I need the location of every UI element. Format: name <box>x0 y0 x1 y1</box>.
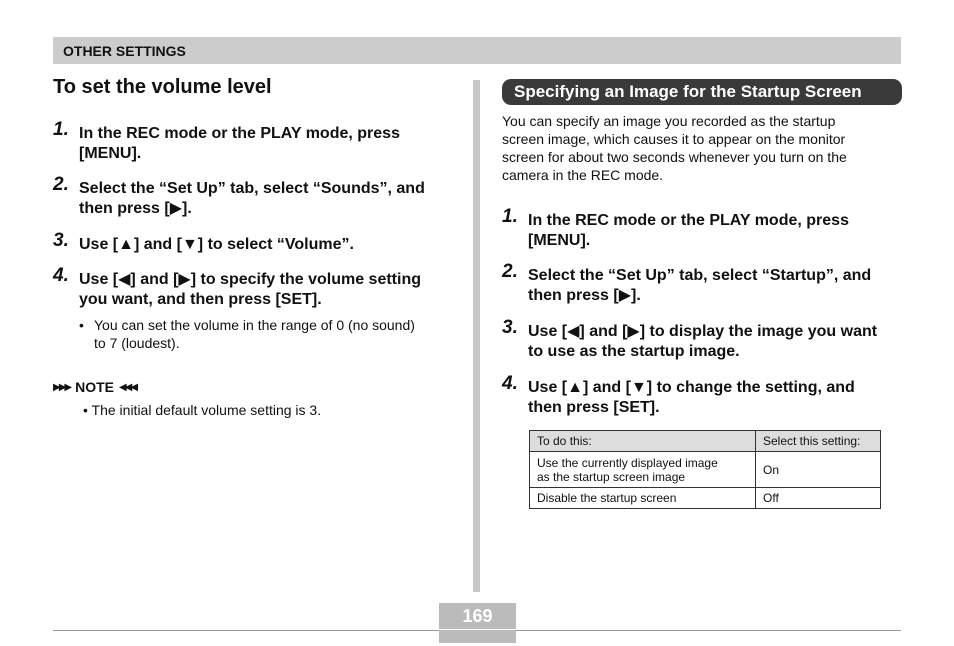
step-number: 4. <box>53 265 69 286</box>
startup-settings-table <box>529 430 881 509</box>
volume-section-title: To set the volume level <box>53 76 272 98</box>
section-header-bar <box>53 37 901 64</box>
left-step-2 <box>53 174 453 219</box>
right-step-1 <box>502 206 902 251</box>
startup-intro <box>502 112 892 184</box>
bullet-text-line: You can set the volume in the range of 0 (no sound) <box>94 317 415 333</box>
table-header-row <box>530 431 881 452</box>
page-number-box <box>439 603 516 643</box>
cell-line: Disable the startup screen <box>537 491 677 505</box>
cell-line: as the startup screen image <box>537 469 686 484</box>
step-text-line: In the REC mode or the PLAY mode, press <box>79 125 400 142</box>
right-step-2 <box>502 261 902 306</box>
table-cell-setting: Off <box>756 488 881 509</box>
table-header-cell: To do this: <box>530 431 756 452</box>
left-step-4 <box>53 265 453 310</box>
step-text-line: then press [SET]. <box>528 399 660 416</box>
page-number-tab <box>439 630 516 643</box>
step-number: 4. <box>502 373 518 394</box>
column-divider <box>473 80 480 592</box>
table-row <box>530 488 881 509</box>
step-text-line: Use [▲] and [▼] to change the setting, and <box>528 379 855 396</box>
step-text-line: Use [▲] and [▼] to select “Volume”. <box>79 236 354 253</box>
step-text-line: then press [▶]. <box>528 287 641 304</box>
left-column <box>53 76 453 419</box>
bullet-dot: • <box>79 317 84 333</box>
intro-line: camera in the REC mode. <box>502 167 664 183</box>
volume-range-bullet <box>53 316 453 352</box>
step-text-line: [MENU]. <box>79 145 142 162</box>
cell-line: Use the currently displayed image <box>537 455 718 470</box>
note-label: NOTE <box>75 379 114 395</box>
page-number: 169 <box>439 603 516 629</box>
right-column <box>502 79 902 418</box>
right-step-4 <box>502 373 902 418</box>
table-header-cell: Select this setting: <box>756 431 881 452</box>
step-number: 1. <box>53 119 69 140</box>
step-text-line: Select the “Set Up” tab, select “Startup”, and <box>528 267 872 284</box>
right-step-3 <box>502 317 902 362</box>
table-cell-setting: On <box>756 452 881 488</box>
step-text-line: then press [▶]. <box>79 200 192 217</box>
intro-line: You can specify an image you recorded as the startup <box>502 113 836 129</box>
step-number: 3. <box>502 317 518 338</box>
table-cell-action <box>530 488 756 509</box>
step-number: 2. <box>502 261 518 282</box>
step-text-line: Select the “Set Up” tab, select “Sounds”, and <box>79 180 425 197</box>
step-text-line: Use [◀] and [▶] to specify the volume setting <box>79 271 421 288</box>
startup-section-title: Specifying an Image for the Startup Screen <box>502 79 902 105</box>
note-right-arrows-icon: ◀◀◀ <box>118 381 137 393</box>
step-number: 1. <box>502 206 518 227</box>
step-text-line: to use as the startup image. <box>528 343 740 360</box>
intro-line: screen image, which causes it to appear on the monitor <box>502 131 846 147</box>
section-label: OTHER SETTINGS <box>63 43 186 59</box>
table-row <box>530 452 881 488</box>
step-text-line: you want, and then press [SET]. <box>79 291 322 308</box>
note-left-arrows-icon: ▶▶▶ <box>53 381 71 393</box>
step-text-line: [MENU]. <box>528 232 591 249</box>
left-step-3 <box>53 230 453 255</box>
left-step-1 <box>53 119 453 164</box>
bullet-text-line: to 7 (loudest). <box>94 335 180 351</box>
note-text: • The initial default volume setting is 3. <box>83 402 322 418</box>
table-cell-action <box>530 452 756 488</box>
step-text-line: Use [◀] and [▶] to display the image you want <box>528 323 878 340</box>
intro-line: screen for about two seconds whenever you turn on the <box>502 149 847 165</box>
step-text-line: In the REC mode or the PLAY mode, press <box>528 212 849 229</box>
step-number: 3. <box>53 230 69 251</box>
step-number: 2. <box>53 174 69 195</box>
note-heading <box>53 379 453 395</box>
